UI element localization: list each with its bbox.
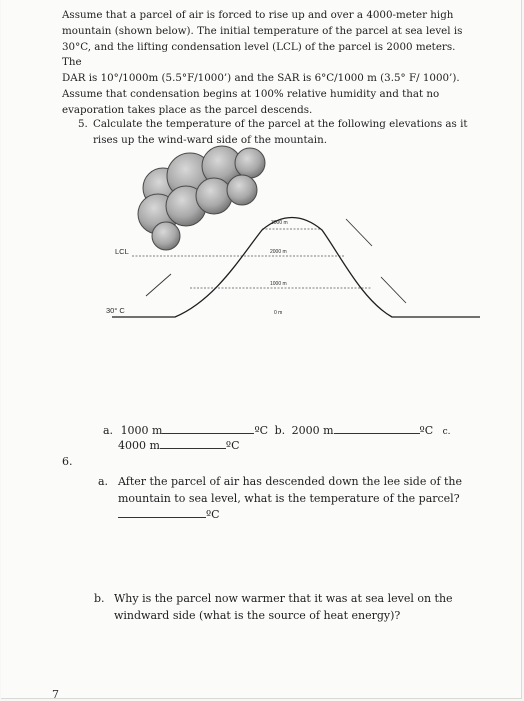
lee-arrow-high — [346, 219, 372, 246]
answer-row-1 — [103, 423, 451, 439]
answer-c-unit: ºC — [225, 439, 240, 452]
windward-arrow-low — [146, 274, 171, 296]
question-6-number: 6. — [62, 455, 73, 468]
answer-a-label: 1000 m — [120, 424, 163, 437]
question-6a-blank[interactable] — [118, 507, 206, 518]
question-6a-unit: ºC — [206, 508, 220, 521]
elevation-label-3000: 3000 m — [271, 220, 288, 226]
question-6b-text — [114, 591, 474, 624]
elevation-label-2000: 2000 m — [270, 249, 287, 255]
question-6b-line: Why is the parcel now warmer that it was at sea level on the — [114, 592, 453, 605]
answer-a-letter: a. — [103, 424, 114, 437]
answer-a-unit: ºC — [254, 424, 269, 437]
intro-line: Assume that a parcel of air is forced to rise up and over a 4000-meter high — [62, 9, 454, 21]
question-6a-line: mountain to sea level, what is the temperature of the parcel? — [118, 491, 460, 505]
answer-b-label: 2000 m — [291, 424, 334, 437]
answer-a-blank[interactable] — [162, 423, 254, 434]
intro-line: DAR is 10°/1000m (5.5°F/1000’) and the SAR is 6°C/1000 m (3.5° F/ 1000’). — [62, 72, 460, 85]
lcl-label: LCL — [115, 247, 129, 256]
question-5-line: Calculate the temperature of the parcel at the following elevations as it — [93, 118, 468, 130]
answer-c-label: 4000 m — [118, 439, 160, 452]
intro-line: mountain (shown below). The initial temperature of the parcel at sea level is — [62, 24, 463, 37]
intro-line: Assume that condensation begins at 100% relative humidity and that no — [62, 87, 440, 100]
answer-c-blank[interactable] — [160, 438, 226, 449]
question-6b-line: windward side (what is the source of heat energy)? — [114, 608, 401, 622]
elevation-label-1000: 1000 m — [270, 281, 287, 287]
question-6a-letter: a. — [98, 475, 109, 488]
answer-b-unit: ºC — [419, 424, 434, 437]
question-6b-letter: b. — [94, 592, 105, 605]
answer-b-letter: b. — [274, 424, 286, 437]
page-number: 7 — [52, 688, 59, 701]
lee-arrow-low — [381, 277, 406, 303]
cloud-icon — [138, 146, 265, 250]
answer-row-2 — [118, 438, 240, 453]
question-6a-text — [118, 474, 468, 524]
intro-line: 30°C, and the lifting condensation level (LCL) of the parcel is 2000 meters. The — [62, 40, 456, 69]
sea-level-temp-label: 30° C — [106, 306, 125, 315]
intro-line: evaporation takes place as the parcel descends. — [62, 103, 313, 116]
question-6a-line: After the parcel of air has descended down the lee side of the — [118, 475, 463, 488]
answer-c-letter: c. — [442, 427, 451, 437]
elevation-label-0: 0 m — [274, 310, 283, 316]
question-5-line: rises up the wind-ward side of the mountain. — [93, 133, 327, 146]
answer-b-blank[interactable] — [334, 423, 420, 434]
question-5-number: 5. — [78, 118, 88, 130]
